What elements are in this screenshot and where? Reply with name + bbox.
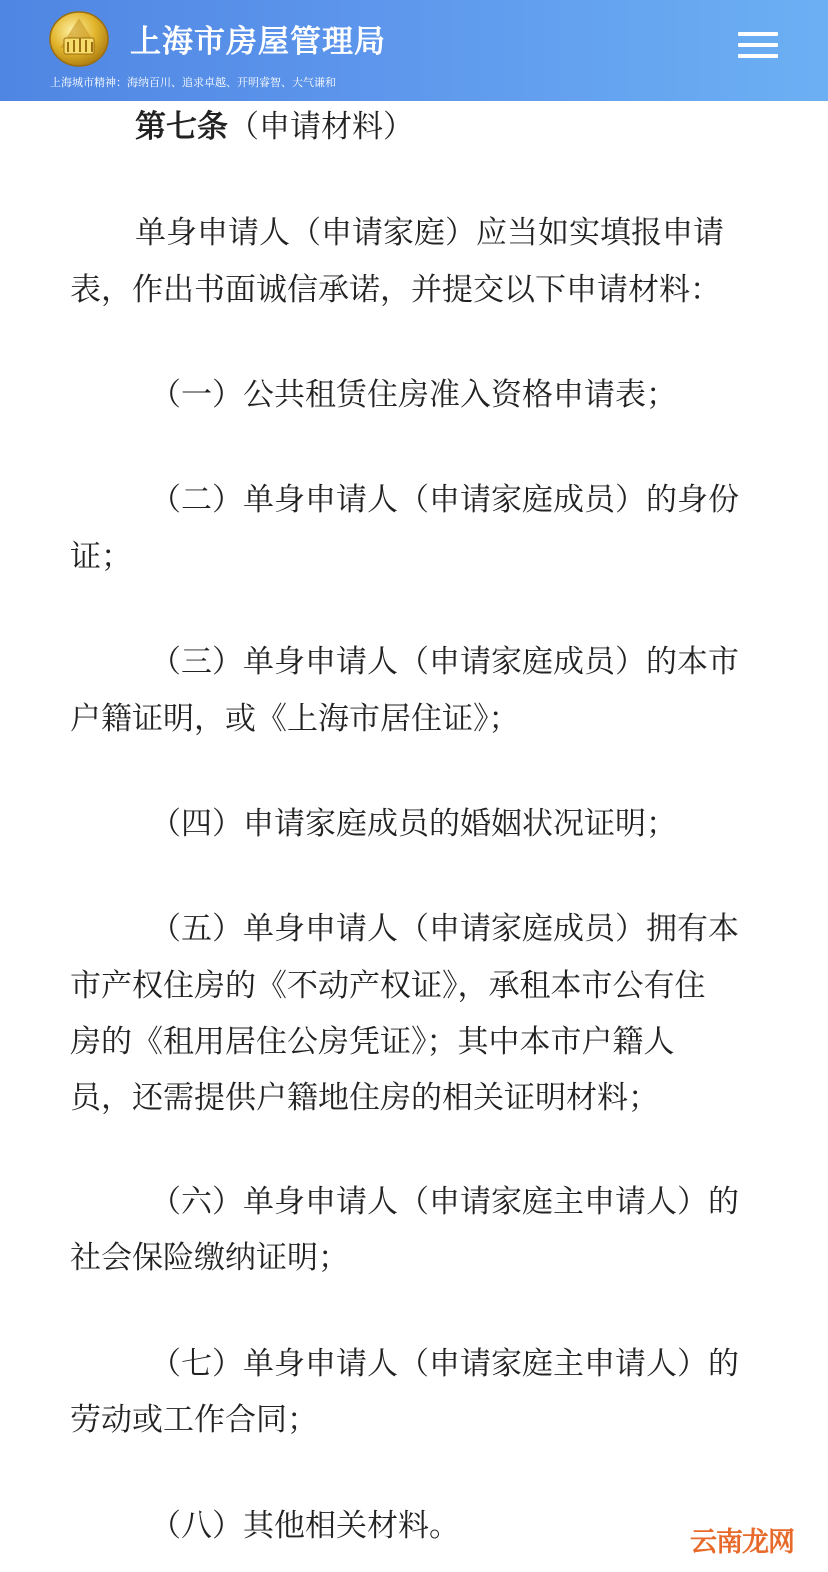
list-item-continuation: 社会保险缴纳证明；: [70, 1240, 349, 1276]
article-subtitle: （申请材料）: [228, 109, 414, 145]
paragraph-line: 单身申请人（申请家庭）应当如实填报申请: [135, 215, 724, 251]
list-item-continuation: 户籍证明，或《上海市居住证》；: [70, 701, 520, 737]
list-item: （一）公共租赁住房准入资格申请表；: [150, 377, 677, 413]
watermark-logo: 云南龙网: [690, 1527, 794, 1558]
list-item: （六）单身申请人（申请家庭主申请人）的: [150, 1184, 739, 1220]
article-title: [135, 107, 414, 147]
list-item: （五）单身申请人（申请家庭成员）拥有本: [150, 911, 739, 947]
city-slogan: 上海城市精神：海纳百川、追求卓越、开明睿智、大气谦和: [50, 76, 336, 89]
paragraph-line: 表，作出书面诚信承诺，并提交以下申请材料：: [70, 272, 721, 308]
site-name[interactable]: 上海市房屋管理局: [130, 24, 386, 60]
menu-bar-icon: [738, 43, 778, 47]
gold-emblem-icon[interactable]: [48, 8, 110, 68]
list-item-continuation: 员，还需提供户籍地住房的相关证明材料；: [70, 1080, 659, 1116]
article-body: [0, 101, 828, 1572]
list-item: （八）其他相关材料。: [150, 1508, 460, 1544]
list-item-continuation: 房的《租用居住公房凭证》；其中本市户籍人: [70, 1024, 675, 1060]
article-number: 第七条: [135, 109, 228, 145]
list-item: （四）申请家庭成员的婚姻状况证明；: [150, 806, 677, 842]
list-item: （二）单身申请人（申请家庭成员）的身份: [150, 482, 739, 518]
list-item-continuation: 市产权住房的《不动产权证》，承租本市公有住: [70, 968, 706, 1004]
list-item: （三）单身申请人（申请家庭成员）的本市: [150, 644, 739, 680]
menu-bar-icon: [738, 32, 778, 36]
site-header: [0, 0, 828, 101]
menu-bar-icon: [738, 54, 778, 58]
hamburger-menu-button[interactable]: [734, 30, 780, 62]
list-item: （七）单身申请人（申请家庭主申请人）的: [150, 1346, 739, 1382]
list-item-continuation: 劳动或工作合同；: [70, 1402, 318, 1438]
list-item-continuation: 证；: [70, 539, 132, 575]
